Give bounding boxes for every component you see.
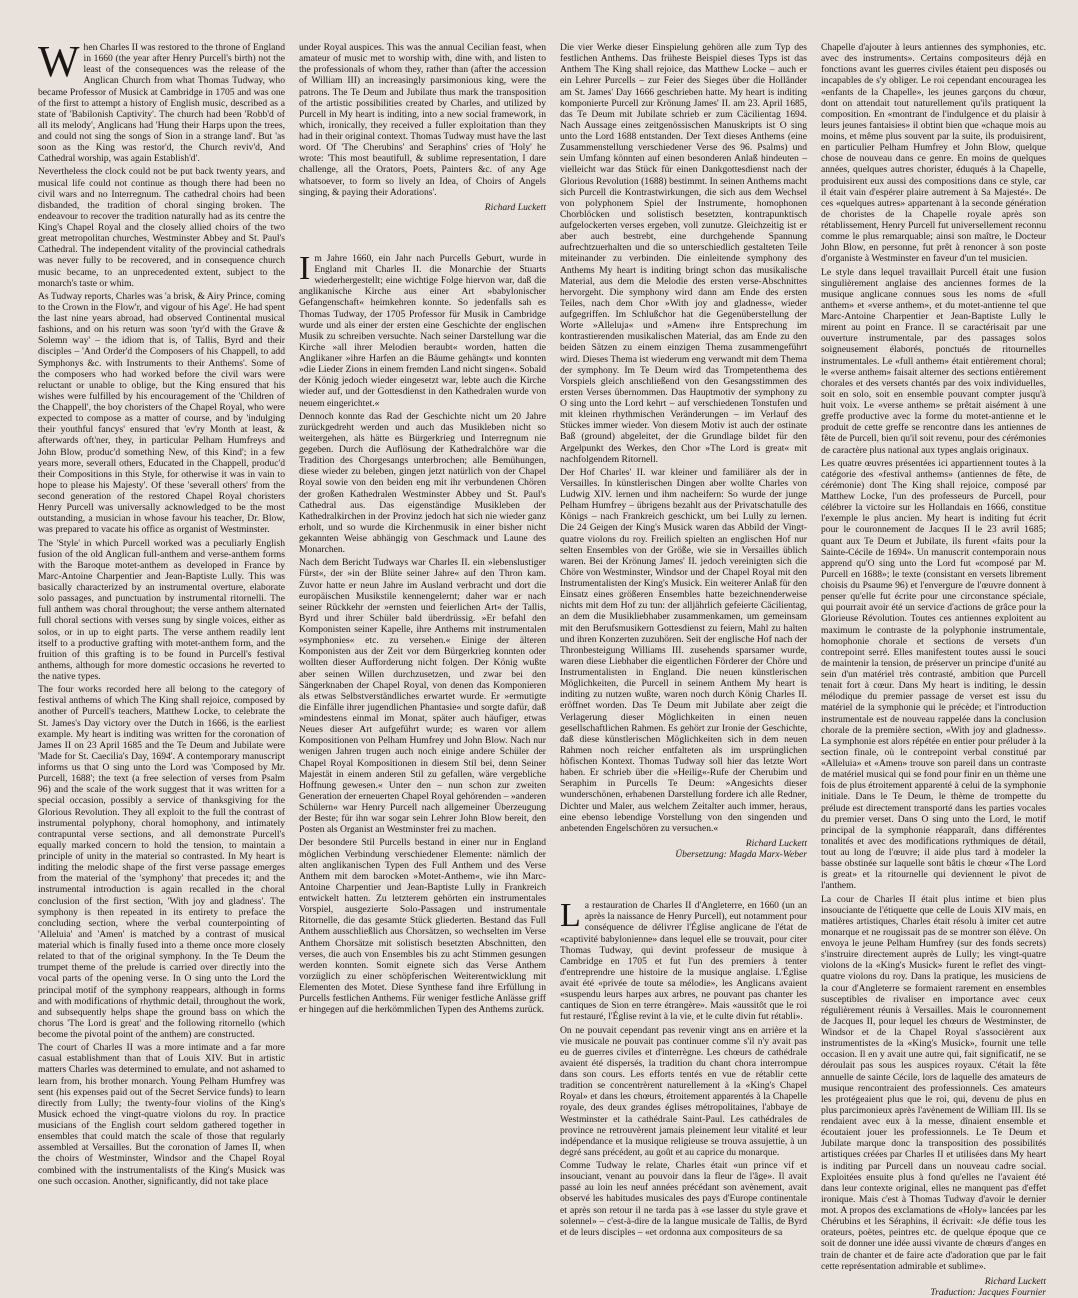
drop-cap: L bbox=[560, 897, 581, 935]
translator-credit: Traduction: Jacques Fournier bbox=[930, 1286, 1046, 1298]
text-columns bbox=[38, 37, 1078, 1298]
french-paragraph: Les quatre œuvres présentées ici appartiennent toutes à la catégorie des «festival anthems» (antiennes de fête, de cérémonie) dont The King shall rejoice, composé par Matthew Locke, l'un des professeurs de Purcell, pour célébrer la victoire sur les Hollandais en 1666, constitue l'exemple le plus ancien. My heart is inditing fut écrit pour le couronnement de Jacques II le 23 avril 1685; quant aux Te Deum et Jubilate, ils furent «faits pour la Sainte-Cécile de 1694». Un manuscrit contemporain nous apprend qu'O sing unto the Lord fut «composé par M. Purcell en 1688»; le texte (consistant en versets librement choisis du Psaume 96) et l'envergure de l'œuvre donnent à penser qu'elle fut écrite pour une circonstance spéciale, qui pourrait avoir été un service d'actions de grâce pour la Glorieuse Révolution. Toutes ces antiennes exploitent au maximum le contraste de la polyphonie instrumentale, homophonie chorale et sections de versets d'un contrepoint serré. Elles manifestent toutes aussi le souci de maintenir la tension, de préserver un principe d'unité au sein d'un matériel très contrasté, ambition que Purcell tenait fort à cœur. Dans My heart is inditing, le dessin mélodique du premier passage de verset est issu du matériel de la symphonie qui le précède; et l'introduction instrumentale est de nouveau rappelée dans la conclusion chorale de la première section, «With joy and gladness». La symphonie est alors répétée en entier pour préluder à la section finale, où le contrepoint verbal constitué par «Alleluia» et «Amen» trouve son pareil dans un contraste de matériel musical qui se fond pour finir en un thème une fois de plus étroitement apparenté à celui de la symphonie initiale. Dans le Te Deum, le thème de trompette du prélude est directement transporté dans les parties vocales du premier verset. Dans O sing unto the Lord, le motif principal de la symphonie réapparaît, dans différentes tonalités et avec des modifications rythmiques de détail, tout au long de l'œuvre; il aide plus tard à modeler la basse obstinée sur laquelle sont bâtis le chœur «The Lord is great» et la ritournelle qui deviennent le pivot de l'anthem. bbox=[821, 457, 1046, 892]
german-paragraph: Nach dem Bericht Tudways war Charles II. ein »lebenslustiger Fürst«, der »in der Blüte seiner Jahre« auf den Thron kam. Zuvor hatte er neun Jahre im Ausland verbracht und dort die europäischen Musikstile kennengelernt; daher war er nach seiner Rückkehr der »ernsten und feierlichen Art« der Tallis, Byrd und ihrer Schüler bald überdrüssig. »Er befahl den Komponisten seiner Kapelle, ihre Anthems mit instrumentalen »symphonies« etc. zu versehen.« Einige der älteren Komponisten aus der Zeit vor dem Bürgerkrieg konnten oder wollten dieser Aufforderung nicht folgen. Der König wußte aber seinen Willen durchzusetzen, und zwar bei den Sängerknaben der Chapel Royal, von denen das Komponieren als etwas Selbstverständliches erwartet wurde. Er »ermutigte die Einfälle ihrer jugendlichen Phantasie« und sorgte dafür, daß »mindestens einmal im Monat, später auch häufiger, etwas Neues dieser Art aufgeführt wurde; es waren vor allem Kompositionen von Pelham Humfrey und John Blow. Nach nur wenigen Jahren trugen auch noch einige andere Schüler der Chapel Royal Kompositionen in diesem Stil bei, denn Seiner Majestät in einem anderen Stil zu gefallen, wäre vergebliche Hoffnung gewesen.« Unter den – nun schon zur zweiten Generation der erneuerten Chapel Royal gehörenden – »anderen Schülern« war Henry Purcell nach allgemeiner Überzeugung der Beste; für ihn war sogar sein Lehrer John Blow bereit, den Posten als Organist an Westminster frei zu machen. bbox=[299, 557, 546, 836]
drop-cap: I bbox=[299, 249, 311, 287]
french-column bbox=[821, 42, 1046, 1298]
english-paragraph: When Charles II was restored to the throne of England in 1660 (the year after Henry Purcell's birth) not the least of the consequences was the release of the Anglican Church from what Thomas Tudway, who became Professor of Musick at Cambridge in 1705 and was one of the first to attempt a history of English music, described as a state of 'Babilonish Captivity'. The church had been 'Robb'd of all its melody', Anglicans had 'Hung their Harps upon the trees, and could not sing the songs of Sion in a strange land'. But 'as soon as the King was restor'd, the Church reviv'd, And Cathedral worship, was again Establish'd'. bbox=[38, 37, 285, 165]
french-paragraph: Le style dans lequel travaillait Purcell était une fusion singulièrement anglaise des anciennes formes de la musique anglicane connues sous les noms de «full anthem» et «verse anthem», et du motet-antienne tel que Marc-Antoine Charpentier et Jean-Baptiste Lully le mirent au point en France. Il se caractérisait par une ouverture instrumentale, par des passages solos soigneusement élaborés, ponctués de ritournelles instrumentales. Le «full anthem» était entièrement choral; le «verse anthem» faisait alterner des sections entièrement chorales et des versets chantés par des voix individuelles, soit en solo, soit en ensemble pouvant compter jusqu'à huit voix. Le «verse anthem» se prêtait aisément à une greffe productive avec la forme du motet-antienne et le produit de cette greffe se rencontre dans les antiennes de fête de Purcell, bien qu'il soit revenu, pour des cérémonies de caractère plus national aux types anglais originaux. bbox=[821, 266, 1046, 456]
author-signature: Richard Luckett bbox=[984, 1275, 1046, 1287]
french-paragraph: Comme Tudway le relate, Charles était «un prince vif et insouciant, venant au pouvoir dans la fleur de l'âge». Il avait passé au loin les neuf années précédant son avènement, avait observé les habitudes musicales des pays d'Europe continentale et après son retour il ne tarda pas à «se lasser du style grave et solennel» – c'est-à-dire de la langue musicale de Tallis, de Byrd et de leurs disciples – «et ordonna aux compositeurs de sa bbox=[560, 1160, 807, 1238]
german-paragraph: Im Jahre 1660, ein Jahr nach Purcells Geburt, wurde in England mit Charles II. die Monarchie der Stuarts wiederhergestellt; eine wichtige Folge hiervon war, daß die anglikanische Kirche aus einer Art »babylonischer Gefangenschaft« heimkehren konnte. So jedenfalls sah es Thomas Tudway, der 1705 Professor für Musik in Cambridge wurde und als einer der ersten eine Geschichte der englischen Musik zu schreiben versuchte. Nach seiner Darstellung war die Kirche »all ihrer Melodien beraubt« worden, hatten die Anglikaner »ihre Harfen an die Bäume gehängt« und konnten »die Lieder Zions in einem fremden Land nicht singen«. Sobald der König jedoch wieder eingesetzt war, lebte auch die Kirche wieder auf, und der Gottesdienst in den Kathedralen wurde von neuem eingerichtet.« bbox=[299, 249, 546, 409]
french-paragraph: La cour de Charles II était plus intime et bien plus insouciante de l'étiquette que celle de Louis XIV mais, en matières artistiques, Charles était résolu à imiter cet autre monarque et ne rougissait pas de se montrer son élève. On envoya le jeune Pelham Humfrey (sur des fonds secrets) s'instruire directement auprès de Lully; les vingt-quatre violons de la «King's Musick» furent le reflet des vingt-quatre violons du roy. Dans la pratique, les musiciens de la cour d'Angleterre se formaient rarement en ensembles susceptibles de rivaliser en importance avec ceux régulièrement réunis à Versailles. Mais le couronnement de Jacques II, pour lequel les chœurs de Westminster, de Windsor et de la Chapel Royal s'associèrent aux instrumentistes de la «King's Musick», fournit une telle occasion. Il en y avait une autre qui, fait significatif, ne se déroulait pas sous les auspices royaux. C'était la fête annuelle de sainte Cécile, lors de laquelle des amateurs de musique rencontraient des professionnels. Ces amateurs les protégeaient plus que le roi, qui, devenu de plus en plus parcimonieux après l'avènement de William III. Ils se rendaient avec eux à la messe, dînaient ensemble et écoutaient jouer les professionnels. Le Te Deum et Jubilate marque donc la transposition des possibilités artistiques créées par Charles II et utilisées dans My heart is inditing par Purcell dans un nouveau cadre social. Exploitées ensuite plus à fond qu'elles ne l'avaient été dans leur contexte original, elles ne manquent pas d'effet ironique. Mais c'est à Thomas Tudway d'avoir le dernier mot. A propos des exclamations de «Holy» lancées par les Chérubins et les Séraphins, il écrivait: «Je défie tous les orateurs, poètes, peintres etc. de quelque époque que ce soit de donner une idée aussi vivante de chœurs d'anges en train de chanter et de faire acte d'adoration que par le fait cette représentation admirable et sublime». bbox=[821, 893, 1046, 1272]
author-signature: Richard Luckett bbox=[745, 837, 807, 849]
translator-credit: Übersetzung: Magda Marx-Weber bbox=[675, 849, 807, 860]
french-paragraph: Chapelle d'ajouter à leurs antiennes des symphonies, etc. avec des instruments». Certains compositeurs déjà en fonctions avant les guerres civiles étaient peu disposés ou incapables de s'y obliger. Le roi cependant encouragea les «enfants de la Chapelle», les jeunes garçons du chœur, dont on attendait tout naturellement qu'ils pratiquent la composition. En «montrant de l'indulgence et du plaisir à leurs jeunes fantaisies» il obtint bien que «chaque mois au moins, et même plus souvent par la suite, ils produisirent, en particulier Pelham Humfrey et John Blow, quelque chose de nouveau dans ce genre. En moins de quelques années, quelques autres chorister, éduqués à la Chapelle, produisirent eux aussi des compositions dans ce style, car il était vain d'espérer plaire autrement à Sa Majesté». De ces «quelques autres» appartenant à la seconde génération de choristes de la Chapelle royale après son rétablissement, Henry Purcell fut universellement reconnu comme le plus remarquable; ainsi son maître, le Docteur John Blow, en personne, fut prêt à renoncer à son poste d'organiste à Westminster en faveur d'un tel musicien. bbox=[821, 42, 1046, 265]
drop-cap: W bbox=[38, 37, 80, 86]
german-paragraph: Der besondere Stil Purcells bestand in einer nur in England möglichen Verbindung verschiedener Elemente: nämlich der alten anglikanischen Typen des Full Anthem und des Verse Anthem mit dem barocken »Motet-Anthem«, wie ihn Marc-Antoine Charpentier und Jean-Baptiste Lully in Frankreich entwickelt hatten. Zu letzterem gehörten ein instrumentales Vorspiel, ausgezierte Solo-Passagen und instrumentale Ritornelle, die das gesamte Stück gliederten. Bestand das Full Anthem ausschließlich aus Chorsätzen, so wechselten im Verse Anthem Chorsätze mit solistisch besetzten Abschnitten, den verses, die auch von Ensembles bis zu acht Stimmen gesungen werden konnten. Somit eignete sich das Verse Anthem vorzüglich zu einer schöpferischen Weiterentwicklung mit Elementen des Motet. Diese Synthese fand ihre Erfüllung in Purcells festlichen Anthems. Für weniger festliche Anlässe griff er hingegen auf die herkömmlichen Typen des Anthems zurück. bbox=[299, 837, 546, 1016]
english-paragraph: The four works recorded here all belong to the category of festival anthems of which The King shall rejoice, composed by another of Purcell's teachers, Matthew Locke, to celebrate the St. James's Day victory over the Dutch in 1666, is the earliest example. My heart is inditing was written for the coronation of James II on 23 April 1685 and the Te Deum and Jubilate were 'Made for St. Caecilia's Day, 1694'. A contemporary manuscript informs us that O sing unto the Lord was 'Composed by Mr. Purcell, 1688'; the text (a free selection of verses from Psalm 96) and the scale of the work suggest that it was written for a special occasion, possibly a service of thanksgiving for the Glorious Revolution. They all exploit to the full the contrast of instrumental polyphony, choral homophony, and intimately contrapuntal verse sections, and all demonstrate Purcell's equally marked concern to hold the tension, to maintain a principle of unity in the material so contrasted. In My heart is inditing the melodic shape of the first verse passage emerges from the material of the 'symphony' that precedes it; and the instrumental introduction is again recalled in the choral conclusion of the first section, 'With joy and gladness'. The symphony is then repeated in its entirety to preface the concluding section, where the verbal counterpointing of 'Alleluia' and 'Amen' is matched by a contrast of musical material which is finally fused into a theme once more closely related to that of the original symphony. In the Te Deum the trumpet theme of the prelude is carried over directly into the vocal parts of the opening verse. In O sing unto the Lord the principal motif of the symphony reappears, although in forms and with modifications of rhythmic detail, throughout the work, and subsequently helps shape the ground bass on which the chorus 'The Lord is great' and the following ritornello (which become the pivotal point of the anthem) are constructed. bbox=[38, 684, 285, 1040]
german-paragraph: Der Hof Charles' II. war kleiner und familiärer als der in Versailles. In künstlerischen Dingen aber wollte Charles von Ludwig XIV. lernen und ihm nacheifern: So wurde der junge Pelham Humfrey – übrigens bezahlt aus der Privatschatulle des Königs – nach Frankreich geschickt, um bei Lully zu lernen. Die 24 Geigen der King's Musick waren das Abbild der Vingt-quatre violons du roy. Freilich spielten an englischen Hof nur selten Ensembles von der Größe, wie sie in Versailles üblich waren. Bei der Krönung James' II. jedoch vereinigten sich die Chöre von Westminster, Windsor und der Chapel Royal mit den Instrumentalisten der King's Musick. Ein weiterer Anlaß für den Einsatz eines größeren Ensembles hatte bezeichnenderweise nichts mit dem Hof zu tun: der alljährlich gefeierte Cäcilientag, an dem die Musikliebhaber zusammenkamen, um gemeinsam mit den Berufsmusikern Gottesdienst zu feiern, Mahl zu halten und ihren Konzerten zuzuhören. Seit der englische Hof nach der Thronbesteigung Williams III. zusehends sparsamer wurde, waren diese Liebhaber die eigentlichen Förderer der Chöre und Instrumentalisten in England. Die neuen künstlerischen Möglichkeiten, die Purcell in seinem Anthem My heart is inditing zu nutzen wußte, waren noch durch König Charles II. eröffnet worden. Das Te Deum mit Jubilate aber zeigt die Verlagerung dieser Möglichkeiten in einen neuen gesellschaftlichen Rahmen. Es gehört zur Ironie der Geschichte, daß diese künstlerischen Möglichkeiten sich in dem neuen Rahmen noch reicher entfalteten als im ursprünglichen höfischen Kontext. Thomas Tudway soll hier das letzte Wort haben. Er schrieb über die »Heilig«-Rufe der Cherubim und Seraphim in Purcells Te Deum: »Angesichts dieser wunderschönen, erhabenen Darstellung fordere ich alle Redner, Dichter und Maler, aus welchem Zeitalter auch immer, heraus, eine ebenso lebendige Vorstellung von den singenden und anbetenden Engelschören zu versuchen.« bbox=[560, 466, 807, 834]
german-paragraph: Dennoch konnte das Rad der Geschichte nicht um 20 Jahre zurückgedreht werden und auch das Musikleben nicht so weitergehen, als hätte es Bürgerkrieg und Interregnum nie gegeben. Durch die Auflösung der Kathedralchöre war die Tradition des Chorgesangs unterbrochen; alle Bemühungen, diese wieder zu beleben, gingen jetzt natürlich von der Chapel Royal sowie von den beiden eng mit ihr verbundenen Chören der großen Kathedralen Westminster Abbey und St. Paul's Cathedral aus. Das eigenständige Musikleben der Kathedralkirchen in der Provinz jedoch hat sich nie wieder ganz erholt, und so wurde die Kirchenmusik in einer bisher nicht gekannten Weise abhängig von Geschmack und Laune des Monarchen. bbox=[299, 410, 546, 556]
english-paragraph: The court of Charles II was a more intimate and a far more casual establishment than that of Louis XIV. But in artistic matters Charles was determined to emulate, and not ashamed to learn from, his brother monarch. Young Pelham Humfrey was sent (his expenses paid out of the Secret Service funds) to learn directly from Lully; the twenty-four violins of the King's Musick echoed the vingt-quatre violons du roy. In practice musicians of the English court seldom gathered together in ensembles that could match the scale of those that regularly assembled at Versailles. But the coronation of James II, when the choirs of Westminster, Windsor and the Chapel Royal combined with the instrumentalists of the King's Musick was one such occasion. Another, significantly, did not take place bbox=[38, 1042, 285, 1187]
english-paragraph: under Royal auspices. This was the annual Cecilian feast, when amateur of music met to worship with, dine with, and listen to the professionals of whom they, rather than (after the accession of William III) an increasingly parsimonious king, were the patrons. The Te Deum and Jubilate thus mark the transposition of the artistic possibilities created by Charles, and utilized by Purcell in My heart is inditing, into a new social framework, in which, ironically, they received a fuller exploitation than they had in their original context. Thomas Tudway must have the last word. Of 'The Cherubins' and Seraphins' cries of 'Holy' he wrote: 'This most beautifull, & sublime representation, I dare challenge, all the Orators, Poets, Painters &c. of any Age whatsoever, to form so lively an Idea, of Choirs of Angels singing, & paying their Adorations'. bbox=[299, 42, 546, 198]
author-signature: Richard Luckett bbox=[484, 201, 546, 213]
french-paragraph: La restauration de Charles II d'Angleterre, en 1660 (un an après la naissance de Henry Purcell), eut notamment pour conséquence de délivrer l'Église anglicane de l'état de «captivité babylonienne» dans lequel elle se trouvait, pour citer Thomas Tudway, qui devint professeur de musique à Cambridge en 1705 et fut l'un des premiers à tenter d'entreprendre une histoire de la musique anglaise. L'Église avait été «privée de toute sa mélodie», les Anglicans avaient «suspendu leurs harpes aux arbres, ne pouvant pas chanter les cantiques de Sion en terre étrangère». Mais «aussitôt que le roi fut restauré, l'Église revint à la vie, et le culte divin fut rétabli». bbox=[560, 897, 807, 1023]
english-paragraph: The 'Style' in which Purcell worked was a peculiarly English fusion of the old Anglican full-anthem and verse-anthem forms with the Baroque motet-anthem as developed in France by Marc-Antoine Charpentier and Jean-Baptiste Lully. This was basically characterized by an instrumental overture, elaborate solo passages, and punctuation by instrumental ritornelli. The full anthem was choral throughout; the verse anthem alternated full choral sections with verses sung by single voices, either as solos, or in up to eight parts. The verse anthem readily lent itself to a productive grafting with motet-anthem form, and the fruition of this grafting is to be found in Purcell's festival anthems, although for more domestic occasions he reverted to the native types. bbox=[38, 537, 285, 682]
german-french-column bbox=[560, 42, 807, 1240]
french-paragraph: On ne pouvait cependant pas revenir vingt ans en arrière et la vie musicale ne pouvait pas continuer comme s'il n'y avait pas eu de guerres civiles et d'interrègne. Les chœurs de cathédrale avaient été dispersés, la tradition du chant chora interrompue dans son cours. Les efforts tentés en vue de rétablir cette tradition se concentrèrent naturellement à la «King's Chapel Royal» et dans les chœurs, étroitement apparentés à la Chapelle royale, des deux grandes églises métropolitaines, l'abbaye de Westminster et la cathédrale Saint-Paul. Les cathédrales de province ne retrouvèrent jamais pleinement leur vitalité et leur indépendance et la musique religieuse se trouva assujettie, à un degré sans précédent, au goût et au caprice du monarque. bbox=[560, 1024, 807, 1158]
english-column-1 bbox=[38, 37, 285, 1189]
english-paragraph: As Tudway reports, Charles was 'a brisk, & Airy Prince, coming to the Crown in the Flow'r, and vigour of his Age'. He had spent the last nine years abroad, had observed Continental musical fashions, and on his return was soon 'tyr'd with the Grave & Solemn way' – the idiom that is, of Tallis, Byrd and their disciples – 'And Order'd the Composers of his Chappell, to add Symphonys &c. with Instruments to their Anthems'. Some of the composers who had worked before the civil wars were reluctant or unable to oblige, but the King ensured that his wishes were fulfilled by his encouragement of the 'Children of the Chappell', the boy choristers of the Chapel Royal, who were expected to compose as a matter of course, and by 'indulging their youthful fancys' ensured that 'ev'ry Month at least, & afterwards oft'ner, they, in particular Pelham Humfreys and John Blow, produc'd something New, of this Kind'; in a few years more, severall others, Educated in the Chappell, produc'd their Compositions in this Style, for otherwise it was in vain to hope to please his Majesty'. Of these 'severall others' from the second generation of the restored Chapel Royal choristers Henry Purcell was universally acknowledged to be the most outstanding, a musician in whose favour his teacher, Dr. Blow, was prepared to vacate his office as organist of Westminster. bbox=[38, 290, 285, 536]
german-paragraph: Die vier Werke dieser Einspielung gehören alle zum Typ des festlichen Anthems. Das früheste Beispiel dieses Typs ist das Anthem The King shall rejoice, das Matthew Locke – auch er ein Lehrer Purcells – zur Feier des Sieges über die Holländer am St. James' Day 1666 geschrieben hatte. My heart is inditing komponierte Purcell zur Krönung James' II. am 23. April 1685, das Te Deum mit Jubilate schrieb er zum Cäcilientag 1694. Nach Aussage eines zeitgenössischen Manuskripts ist O sing unto the Lord 1688 entstanden. Der Text dieses Anthems (eine Zusammenstellung verschiedener Verse des 96. Psalms) und sein Umfang könnten auf einen besonderen Anlaß hindeuten – vielleicht war das Stück für einen Dankgottesdienst nach der Glorious Revolution (1688) bestimmt. In seinen Anthems macht sich Purcell die Kontrastwirkungen, die sich aus dem Wechsel von polyphonem Spiel der Instrumente, homophonen Chorblöcken und solistisch besetzten, kontrapunktisch aufgelockerten verses ergeben, voll zunutze. Gleichzeitig ist er aber auch bestrebt, eine durchgehende Spannung aufrechtzuerhalten und die so unterschiedlich gestalteten Teile miteinander zu verbinden. Die einleitende symphony des Anthems My heart is inditing bringt schon das musikalische Material, aus dem die Melodie des ersten verse-Abschnittes hervorgeht. Die symphony wird dann am Ende des ersten Teiles, nach dem Chor »With joy and gladness«, wieder aufgegriffen. Im Schlußchor hat die Gegenüberstellung der Worte »Alleluja« und »Amen« ihre Entsprechung im kontrastierenden musikalischen Material, das am Ende zu den beiden Sätzen zu einem einzigen Thema zusammengeführt wird. Dieses Thema ist wiederum eng verwandt mit dem Thema der symphony. Im Te Deum wird das Trompetenthema des Vorspiels gleich anschließend von den Gesangsstimmen des ersten Verses übernommen. Das Hauptmotiv der symphony zu O sing unto the Lord kehrt – auf verschiedenen Tonstufen und mit kleinen rhythmischen Veränderungen – im Verlauf des Stückes immer wieder. Von diesem Motiv ist auch der ostinate Baß (ground) abgeleitet, der die Grundlage bildet für den Argelpunkt des Werkes, den Chor »The Lord is great« mit nachfolgendem Ritornell. bbox=[560, 42, 807, 465]
english-german-column bbox=[299, 42, 546, 1017]
english-paragraph: Nevertheless the clock could not be put back twenty years, and musical life could not continue as though there had been no civil wars and no Interregnum. The cathedral choirs had been disbanded, the tradition of choral singing broken. The endeavour to recover the tradition naturally had as its centre the King's Chapel Royal and the closely allied choirs of the two great metropolitan churches, Westminster Abbey and St. Paul's Cathedral. The independent vitality of the provincial cathedrals was never fully to be recovered, and in consequence church music became, to an unprecedented extent, subject to the monarch's taste or whim. bbox=[38, 166, 285, 289]
